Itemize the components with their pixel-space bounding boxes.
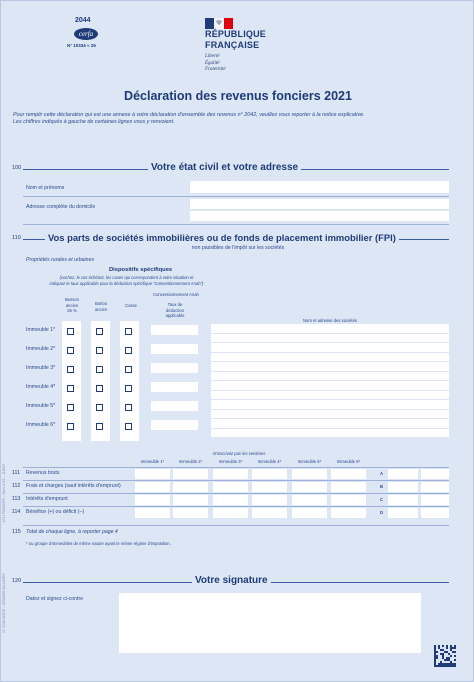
immeuble-label: Immeuble 6* <box>26 422 56 428</box>
marianne-logo <box>205 16 233 27</box>
amount-input[interactable] <box>252 482 287 492</box>
col-header-besson-3: 26 % <box>67 308 77 313</box>
amount-input[interactable] <box>213 508 248 518</box>
societe-nom-input-1[interactable] <box>211 343 449 352</box>
total-input-2[interactable] <box>421 495 449 505</box>
field-label-adresse: Adresse complète du domicile <box>26 204 96 210</box>
table-col-header: Immeuble 4* <box>257 459 282 464</box>
dispositifs-title: Dispositifs spécifiques <box>109 267 173 273</box>
table-row-label: Bénéfice (+) ou déficit (–) <box>26 509 85 515</box>
besson-checkbox[interactable] <box>67 385 74 392</box>
col-header-taux-3: applicable <box>165 313 185 318</box>
col-header-nom: Nom et adresse des sociétés <box>303 318 357 323</box>
margin-text-top: 2021 FR/DGFiP – Mars 2021 – 118527 <box>2 463 6 523</box>
section-100-title: Votre état civil et votre adresse <box>148 162 301 173</box>
amount-input[interactable] <box>173 469 208 479</box>
table-row-number: 112 <box>12 483 21 489</box>
borloo-checkbox[interactable] <box>96 423 103 430</box>
cerfa-logo-text: cerfa <box>78 30 94 38</box>
signature-box[interactable] <box>119 593 421 653</box>
cerfa-number: N° 10334 « 26 <box>67 43 96 48</box>
amount-input[interactable] <box>292 495 327 505</box>
col-header-borloo-1: Borloo <box>94 301 108 306</box>
taux-input[interactable] <box>151 420 198 430</box>
conventionnement-label: Conventionnement Anah <box>153 292 199 297</box>
borloo-checkbox[interactable] <box>96 347 103 354</box>
col-header-taux-1: Taux de <box>167 302 183 307</box>
total-input[interactable] <box>388 495 418 505</box>
row-divider <box>23 224 449 225</box>
dispositifs-note-line-1: (cochez, le cas échéant, les cases qui correspondent à votre situation et <box>59 275 194 280</box>
cosse-checkbox[interactable] <box>125 366 132 373</box>
total-input[interactable] <box>388 508 418 518</box>
section-110-subheading: Propriétés rurales et urbaines <box>26 257 95 263</box>
immeuble-label: Immeuble 2* <box>26 346 56 352</box>
taux-input[interactable] <box>151 401 198 411</box>
cosse-checkbox[interactable] <box>125 423 132 430</box>
cosse-checkbox[interactable] <box>125 347 132 354</box>
nom-input[interactable] <box>190 181 449 193</box>
borloo-checkbox[interactable] <box>96 385 103 392</box>
table-footnote: * ou groupe d'immeubles de même nature ayant le même régime d'imposition. <box>26 541 171 546</box>
col-header-taux-2: déduction <box>165 307 185 313</box>
row-115-label: Total de chaque ligne, à reporter page 4 <box>26 529 118 535</box>
table-note: N'inscrivez pas les centimes <box>213 451 266 456</box>
table-row-divider <box>23 467 449 468</box>
table-row-number: 114 <box>12 509 21 515</box>
section-110-title: Vos parts de sociétés immobilières ou de fonds de placement immobilier (FPI) <box>45 232 399 243</box>
section-120-number: 120 <box>12 578 22 584</box>
total-input[interactable] <box>388 469 418 479</box>
table-col-header: Immeuble 5* <box>297 459 322 464</box>
societe-nom-input-1[interactable] <box>211 362 449 371</box>
amount-input[interactable] <box>252 495 287 505</box>
total-input-2[interactable] <box>421 508 449 518</box>
table-col-header: Immeuble 2* <box>178 459 203 464</box>
amount-input[interactable] <box>135 469 170 479</box>
section-110-subtitle: non passibles de l'impôt sur les sociétés <box>191 245 285 251</box>
borloo-checkbox[interactable] <box>96 328 103 335</box>
amount-input[interactable] <box>252 469 287 479</box>
signature-label: Datez et signez ci-contre <box>26 596 84 602</box>
amount-input[interactable] <box>135 482 170 492</box>
table-row-divider <box>23 480 449 481</box>
form-number: 2044 <box>75 17 91 24</box>
field-label-nom: Nom et prénoms <box>26 185 65 191</box>
besson-checkbox[interactable] <box>67 328 74 335</box>
page-title: Déclaration des revenus fonciers 2021 <box>124 89 352 103</box>
amount-input[interactable] <box>173 482 208 492</box>
motto-egalite: Égalité <box>205 60 220 66</box>
col-header-borloo <box>86 301 116 312</box>
intro-line-1: Pour remplir cette déclaration qui est une annexe à votre déclaration d'ensemble des revenus n° 2042, veuillez vous reporter à la notice explicative. <box>13 112 365 118</box>
societe-nom-input-2[interactable] <box>211 353 449 361</box>
table-row-label: Intérêts d'emprunt <box>26 496 68 502</box>
cosse-checkbox[interactable] <box>125 328 132 335</box>
societe-nom-input-1[interactable] <box>211 400 449 409</box>
amount-input[interactable] <box>173 508 208 518</box>
table-row-letter: B <box>380 484 384 489</box>
societe-nom-input-1[interactable] <box>211 419 449 428</box>
societe-nom-input-2[interactable] <box>211 410 449 418</box>
table-row-letter: C <box>380 497 384 502</box>
amount-input[interactable] <box>331 508 366 518</box>
cosse-checkbox[interactable] <box>125 385 132 392</box>
amount-input[interactable] <box>213 495 248 505</box>
section-110-number: 110 <box>12 235 21 241</box>
dispositifs-note-line-2: indiquez le taux applicable pour la déduction spécifique "Conventionnement Anah") <box>49 280 204 286</box>
intro-line-2: Les chiffres indiqués à gauche de certaines lignes vous y renvoient. <box>13 119 175 125</box>
datamatrix-icon <box>434 645 456 667</box>
row-divider <box>23 196 449 197</box>
table-row-letter: A <box>380 471 384 476</box>
table-row-number: 113 <box>12 496 21 502</box>
table-row-letter: D <box>380 510 384 515</box>
amount-input[interactable] <box>252 508 287 518</box>
besson-checkbox[interactable] <box>67 366 74 373</box>
taux-input[interactable] <box>151 363 198 373</box>
table-col-header: Immeuble 3* <box>218 459 243 464</box>
besson-checkbox[interactable] <box>67 423 74 430</box>
amount-input[interactable] <box>213 482 248 492</box>
societe-nom-input-2[interactable] <box>211 334 449 342</box>
societe-nom-input-1[interactable] <box>211 381 449 390</box>
table-row-divider <box>23 493 449 494</box>
cerfa-logo <box>74 28 98 40</box>
republic-line-1: RÉPUBLIQUE <box>205 29 267 39</box>
immeuble-label: Immeuble 1* <box>26 327 56 333</box>
immeuble-label: Immeuble 3* <box>26 365 56 371</box>
amount-input[interactable] <box>135 508 170 518</box>
republic-line-2: FRANÇAISE <box>205 40 260 50</box>
borloo-checkbox[interactable] <box>96 366 103 373</box>
amount-input[interactable] <box>331 482 366 492</box>
table-bottom-rule <box>23 525 449 526</box>
amount-input[interactable] <box>292 508 327 518</box>
row-115-number: 115 <box>12 529 21 535</box>
dispositifs-note <box>39 275 214 286</box>
besson-checkbox[interactable] <box>67 347 74 354</box>
societe-nom-input-2[interactable] <box>211 391 449 399</box>
table-col-header: Immeuble 1* <box>140 459 165 464</box>
adresse-input-1[interactable] <box>190 199 449 209</box>
borloo-checkbox[interactable] <box>96 404 103 411</box>
amount-input[interactable] <box>292 469 327 479</box>
col-header-besson <box>57 297 87 314</box>
societe-nom-input-2[interactable] <box>211 372 449 380</box>
amount-input[interactable] <box>213 469 248 479</box>
total-input[interactable] <box>388 482 418 492</box>
intro-text <box>13 112 468 126</box>
motto-fraternite: Fraternité <box>205 67 226 72</box>
societe-nom-input-1[interactable] <box>211 324 449 333</box>
total-input-2[interactable] <box>421 482 449 492</box>
amount-input[interactable] <box>173 495 208 505</box>
besson-checkbox[interactable] <box>67 404 74 411</box>
motto <box>205 54 226 74</box>
adresse-input-2[interactable] <box>190 211 449 221</box>
amount-input[interactable] <box>135 495 170 505</box>
margin-text-bottom: N° 2044-SD/DP – GROUPE ALLIAGES <box>2 573 6 633</box>
table-col-header: Immeuble 6* <box>336 459 361 464</box>
societe-nom-input-2[interactable] <box>211 429 449 437</box>
col-header-cosse: Cosse <box>125 303 137 308</box>
taux-input[interactable] <box>151 325 198 335</box>
marianne-flag-icon <box>205 18 233 29</box>
table-row-number: 111 <box>12 470 20 476</box>
amount-input[interactable] <box>331 469 366 479</box>
section-100-number: 100 <box>12 165 22 171</box>
col-header-besson-2: ancien <box>65 302 79 308</box>
amount-input[interactable] <box>292 482 327 492</box>
table-row-divider <box>23 506 449 507</box>
taux-input[interactable] <box>151 344 198 354</box>
col-header-borloo-2: ancien <box>94 306 108 312</box>
immeuble-label: Immeuble 4* <box>26 384 56 390</box>
total-input-2[interactable] <box>421 469 449 479</box>
motto-liberte: Liberté <box>205 54 220 59</box>
section-120-title: Votre signature <box>192 575 271 586</box>
cosse-checkbox[interactable] <box>125 404 132 411</box>
datamatrix-code <box>434 645 456 667</box>
taux-input[interactable] <box>151 382 198 392</box>
immeuble-label: Immeuble 5* <box>26 403 56 409</box>
amount-input[interactable] <box>331 495 366 505</box>
table-row-label: Frais et charges (sauf intérêts d'emprunt) <box>26 483 121 489</box>
col-header-besson-1: Besson <box>65 297 79 302</box>
table-row-label: Revenus bruts <box>26 470 60 476</box>
col-header-taux <box>151 302 199 319</box>
